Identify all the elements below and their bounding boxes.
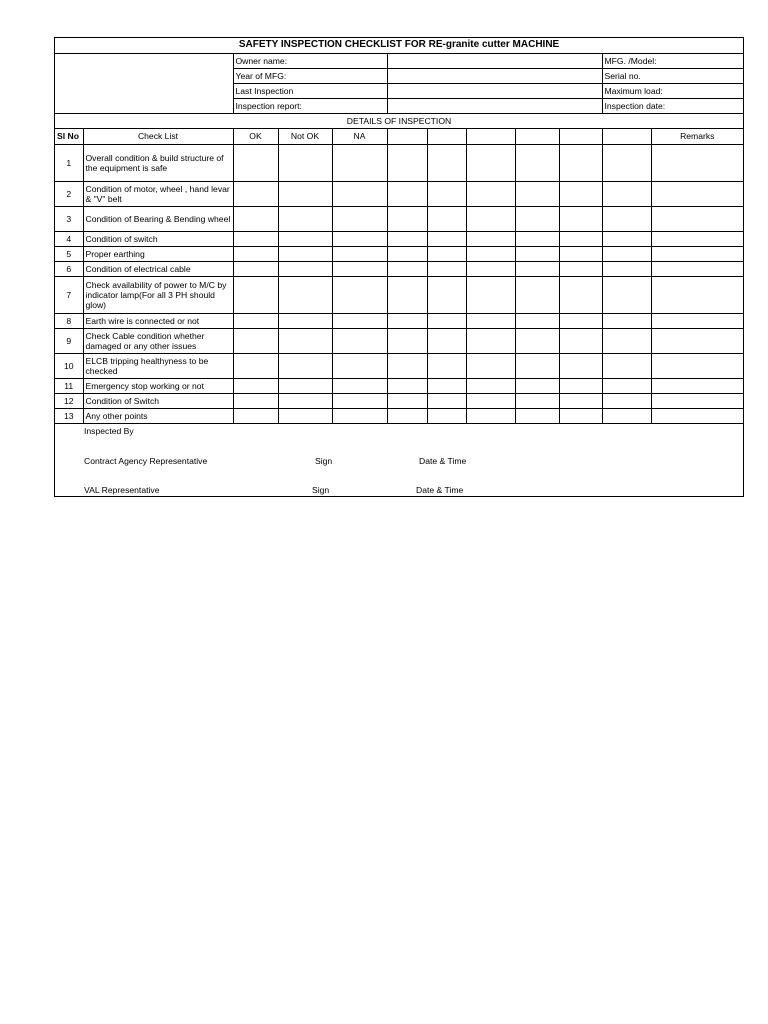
blank-cell[interactable]: [387, 408, 427, 423]
remarks-cell[interactable]: [651, 261, 743, 276]
header-value-cell[interactable]: [387, 53, 602, 68]
blank-cell[interactable]: [515, 144, 559, 181]
item-number: 1: [55, 144, 83, 181]
blank-cell[interactable]: [602, 181, 651, 206]
contract-sign-label: Sign: [315, 456, 333, 466]
blank-cell[interactable]: [559, 408, 602, 423]
inspection-report-field[interactable]: Inspection report:: [233, 98, 387, 113]
mfg-model-field[interactable]: MFG. /Model:: [602, 53, 743, 68]
not-ok-cell[interactable]: [278, 261, 332, 276]
ok-cell[interactable]: [233, 378, 278, 393]
blank-cell[interactable]: [387, 246, 427, 261]
item-check-text: Condition of switch: [83, 231, 233, 246]
remarks-cell[interactable]: [651, 393, 743, 408]
ok-cell[interactable]: [233, 206, 278, 231]
ok-cell[interactable]: [233, 408, 278, 423]
ok-cell[interactable]: [233, 181, 278, 206]
item-check-text: Earth wire is connected or not: [83, 313, 233, 328]
blank-cell[interactable]: [427, 246, 466, 261]
na-cell[interactable]: [332, 261, 387, 276]
blank-cell[interactable]: [427, 313, 466, 328]
blank-cell[interactable]: [602, 144, 651, 181]
col-header-na: NA: [332, 128, 387, 144]
details-heading: DETAILS OF INSPECTION: [55, 113, 743, 128]
blank-cell[interactable]: [466, 408, 515, 423]
ok-cell[interactable]: [233, 313, 278, 328]
page-title: SAFETY INSPECTION CHECKLIST FOR RE-granite cutter MACHINE: [55, 38, 743, 53]
val-sign-label: Sign: [312, 485, 330, 495]
item-number: 7: [55, 276, 83, 313]
blank-cell[interactable]: [559, 231, 602, 246]
remarks-cell[interactable]: [651, 408, 743, 423]
blank-cell[interactable]: [559, 276, 602, 313]
blank-cell[interactable]: [387, 276, 427, 313]
blank-cell[interactable]: [559, 313, 602, 328]
not-ok-cell[interactable]: [278, 378, 332, 393]
blank-cell[interactable]: [466, 231, 515, 246]
item-check-text: Condition of Switch: [83, 393, 233, 408]
blank-cell[interactable]: [515, 393, 559, 408]
blank-cell[interactable]: [559, 353, 602, 378]
blank-cell[interactable]: [602, 261, 651, 276]
item-number: 12: [55, 393, 83, 408]
blank-cell[interactable]: [387, 206, 427, 231]
blank-cell[interactable]: [466, 353, 515, 378]
inspection-checklist-sheet: [54, 37, 744, 497]
header-value-cell[interactable]: [387, 68, 602, 83]
blank-cell[interactable]: [515, 181, 559, 206]
maximum-load-field[interactable]: Maximum load:: [602, 83, 743, 98]
na-cell[interactable]: [332, 144, 387, 181]
blank-cell[interactable]: [602, 313, 651, 328]
inspection-date-field[interactable]: Inspection date:: [602, 98, 743, 113]
blank-cell[interactable]: [515, 276, 559, 313]
remarks-cell[interactable]: [651, 246, 743, 261]
blank-cell[interactable]: [387, 378, 427, 393]
blank-cell[interactable]: [387, 393, 427, 408]
blank-cell[interactable]: [602, 393, 651, 408]
blank-cell[interactable]: [559, 181, 602, 206]
blank-cell[interactable]: [427, 393, 466, 408]
col-header-blank: [602, 128, 651, 144]
col-header-not-ok: Not OK: [278, 128, 332, 144]
not-ok-cell[interactable]: [278, 231, 332, 246]
item-number: 4: [55, 231, 83, 246]
blank-cell[interactable]: [427, 231, 466, 246]
item-check-text: Any other points: [83, 408, 233, 423]
blank-cell[interactable]: [559, 206, 602, 231]
not-ok-cell[interactable]: [278, 328, 332, 353]
header-blank-cell: [55, 53, 233, 113]
item-check-text: Proper earthing: [83, 246, 233, 261]
blank-cell[interactable]: [602, 206, 651, 231]
blank-cell[interactable]: [515, 408, 559, 423]
inspected-by-label: Inspected By: [84, 426, 134, 436]
ok-cell[interactable]: [233, 144, 278, 181]
blank-cell[interactable]: [427, 261, 466, 276]
not-ok-cell[interactable]: [278, 393, 332, 408]
blank-cell[interactable]: [515, 246, 559, 261]
blank-cell[interactable]: [466, 261, 515, 276]
na-cell[interactable]: [332, 276, 387, 313]
na-cell[interactable]: [332, 231, 387, 246]
blank-cell[interactable]: [466, 393, 515, 408]
blank-cell[interactable]: [602, 246, 651, 261]
blank-cell[interactable]: [466, 378, 515, 393]
remarks-cell[interactable]: [651, 313, 743, 328]
blank-cell[interactable]: [515, 328, 559, 353]
na-cell[interactable]: [332, 408, 387, 423]
col-header-blank: [427, 128, 466, 144]
item-number: 8: [55, 313, 83, 328]
ok-cell[interactable]: [233, 231, 278, 246]
val-date-time-label: Date & Time: [416, 485, 464, 495]
blank-cell[interactable]: [427, 378, 466, 393]
col-header-blank: [559, 128, 602, 144]
na-cell[interactable]: [332, 328, 387, 353]
not-ok-cell[interactable]: [278, 313, 332, 328]
blank-cell[interactable]: [427, 144, 466, 181]
item-number: 6: [55, 261, 83, 276]
remarks-cell[interactable]: [651, 181, 743, 206]
not-ok-cell[interactable]: [278, 144, 332, 181]
blank-cell[interactable]: [387, 181, 427, 206]
not-ok-cell[interactable]: [278, 276, 332, 313]
item-number: 3: [55, 206, 83, 231]
remarks-cell[interactable]: [651, 231, 743, 246]
checklist-row: [55, 393, 743, 408]
blank-cell[interactable]: [427, 408, 466, 423]
col-header-blank: [387, 128, 427, 144]
blank-cell[interactable]: [387, 328, 427, 353]
not-ok-cell[interactable]: [278, 206, 332, 231]
blank-cell[interactable]: [387, 313, 427, 328]
blank-cell[interactable]: [559, 246, 602, 261]
header-value-cell[interactable]: [387, 98, 602, 113]
blank-cell[interactable]: [427, 206, 466, 231]
remarks-cell[interactable]: [651, 144, 743, 181]
blank-cell[interactable]: [559, 328, 602, 353]
remarks-cell[interactable]: [651, 378, 743, 393]
blank-cell[interactable]: [515, 353, 559, 378]
blank-cell[interactable]: [559, 378, 602, 393]
checklist-row: [55, 378, 743, 393]
blank-cell[interactable]: [387, 353, 427, 378]
blank-cell[interactable]: [515, 378, 559, 393]
blank-cell[interactable]: [466, 181, 515, 206]
blank-cell[interactable]: [602, 276, 651, 313]
blank-cell[interactable]: [602, 328, 651, 353]
blank-cell[interactable]: [602, 231, 651, 246]
serial-no-field[interactable]: Serial no.: [602, 68, 743, 83]
item-check-text: Condition of electrical cable: [83, 261, 233, 276]
item-check-text: ELCB tripping healthyness to be checked: [83, 353, 233, 378]
checklist-row: [55, 181, 743, 206]
ok-cell[interactable]: [233, 393, 278, 408]
blank-cell[interactable]: [466, 246, 515, 261]
checklist-row: [55, 328, 743, 353]
na-cell[interactable]: [332, 206, 387, 231]
not-ok-cell[interactable]: [278, 246, 332, 261]
signature-section: [55, 423, 743, 498]
na-cell[interactable]: [332, 378, 387, 393]
blank-cell[interactable]: [559, 144, 602, 181]
checklist-table: [55, 38, 743, 424]
na-cell[interactable]: [332, 393, 387, 408]
blank-cell[interactable]: [515, 231, 559, 246]
remarks-cell[interactable]: [651, 328, 743, 353]
item-check-text: Check availability of power to M/C by indicator lamp(For all 3 PH should glow): [83, 276, 233, 313]
item-check-text: Check Cable condition whether damaged or any other issues: [83, 328, 233, 353]
blank-cell[interactable]: [466, 144, 515, 181]
checklist-row: [55, 246, 743, 261]
checklist-row: [55, 144, 743, 181]
remarks-cell[interactable]: [651, 206, 743, 231]
item-number: 5: [55, 246, 83, 261]
blank-cell[interactable]: [427, 328, 466, 353]
na-cell[interactable]: [332, 353, 387, 378]
item-number: 10: [55, 353, 83, 378]
checklist-row: [55, 313, 743, 328]
ok-cell[interactable]: [233, 353, 278, 378]
checklist-row: [55, 231, 743, 246]
header-value-cell[interactable]: [387, 83, 602, 98]
item-check-text: Emergency stop working or not: [83, 378, 233, 393]
blank-cell[interactable]: [466, 313, 515, 328]
blank-cell[interactable]: [515, 261, 559, 276]
blank-cell[interactable]: [602, 353, 651, 378]
blank-cell[interactable]: [427, 181, 466, 206]
blank-cell[interactable]: [387, 261, 427, 276]
not-ok-cell[interactable]: [278, 353, 332, 378]
item-number: 11: [55, 378, 83, 393]
val-rep-label: VAL Representative: [84, 485, 160, 495]
blank-cell[interactable]: [602, 378, 651, 393]
ok-cell[interactable]: [233, 246, 278, 261]
blank-cell[interactable]: [466, 276, 515, 313]
blank-cell[interactable]: [466, 206, 515, 231]
blank-cell[interactable]: [559, 261, 602, 276]
blank-cell[interactable]: [387, 231, 427, 246]
contract-date-time-label: Date & Time: [419, 456, 467, 466]
ok-cell[interactable]: [233, 261, 278, 276]
col-header-sl-no: Sl No: [55, 128, 83, 144]
na-cell[interactable]: [332, 313, 387, 328]
blank-cell[interactable]: [515, 313, 559, 328]
blank-cell[interactable]: [387, 144, 427, 181]
remarks-cell[interactable]: [651, 276, 743, 313]
col-header-ok: OK: [233, 128, 278, 144]
not-ok-cell[interactable]: [278, 408, 332, 423]
item-number: 9: [55, 328, 83, 353]
item-number: 13: [55, 408, 83, 423]
item-check-text: Condition of Bearing & Bending wheel: [83, 206, 233, 231]
last-inspection-field[interactable]: Last Inspection: [233, 83, 387, 98]
blank-cell[interactable]: [559, 393, 602, 408]
checklist-row: [55, 206, 743, 231]
blank-cell[interactable]: [466, 328, 515, 353]
blank-cell[interactable]: [602, 408, 651, 423]
checklist-row: [55, 353, 743, 378]
col-header-check-list: Check List: [83, 128, 233, 144]
col-header-blank: [466, 128, 515, 144]
col-header-blank: [515, 128, 559, 144]
contract-rep-label: Contract Agency Representative: [84, 456, 208, 466]
checklist-row: [55, 261, 743, 276]
col-header-remarks: Remarks: [651, 128, 743, 144]
checklist-row: [55, 276, 743, 313]
item-check-text: Overall condition & build structure of the equipment is safe: [83, 144, 233, 181]
owner-name-field[interactable]: Owner name:: [233, 53, 387, 68]
blank-cell[interactable]: [427, 353, 466, 378]
na-cell[interactable]: [332, 246, 387, 261]
item-check-text: Condition of motor, wheel , hand levar & "V" belt: [83, 181, 233, 206]
ok-cell[interactable]: [233, 276, 278, 313]
ok-cell[interactable]: [233, 328, 278, 353]
blank-cell[interactable]: [515, 206, 559, 231]
na-cell[interactable]: [332, 181, 387, 206]
year-of-mfg-field[interactable]: Year of MFG:: [233, 68, 387, 83]
blank-cell[interactable]: [427, 276, 466, 313]
checklist-row: [55, 408, 743, 423]
item-number: 2: [55, 181, 83, 206]
not-ok-cell[interactable]: [278, 181, 332, 206]
remarks-cell[interactable]: [651, 353, 743, 378]
